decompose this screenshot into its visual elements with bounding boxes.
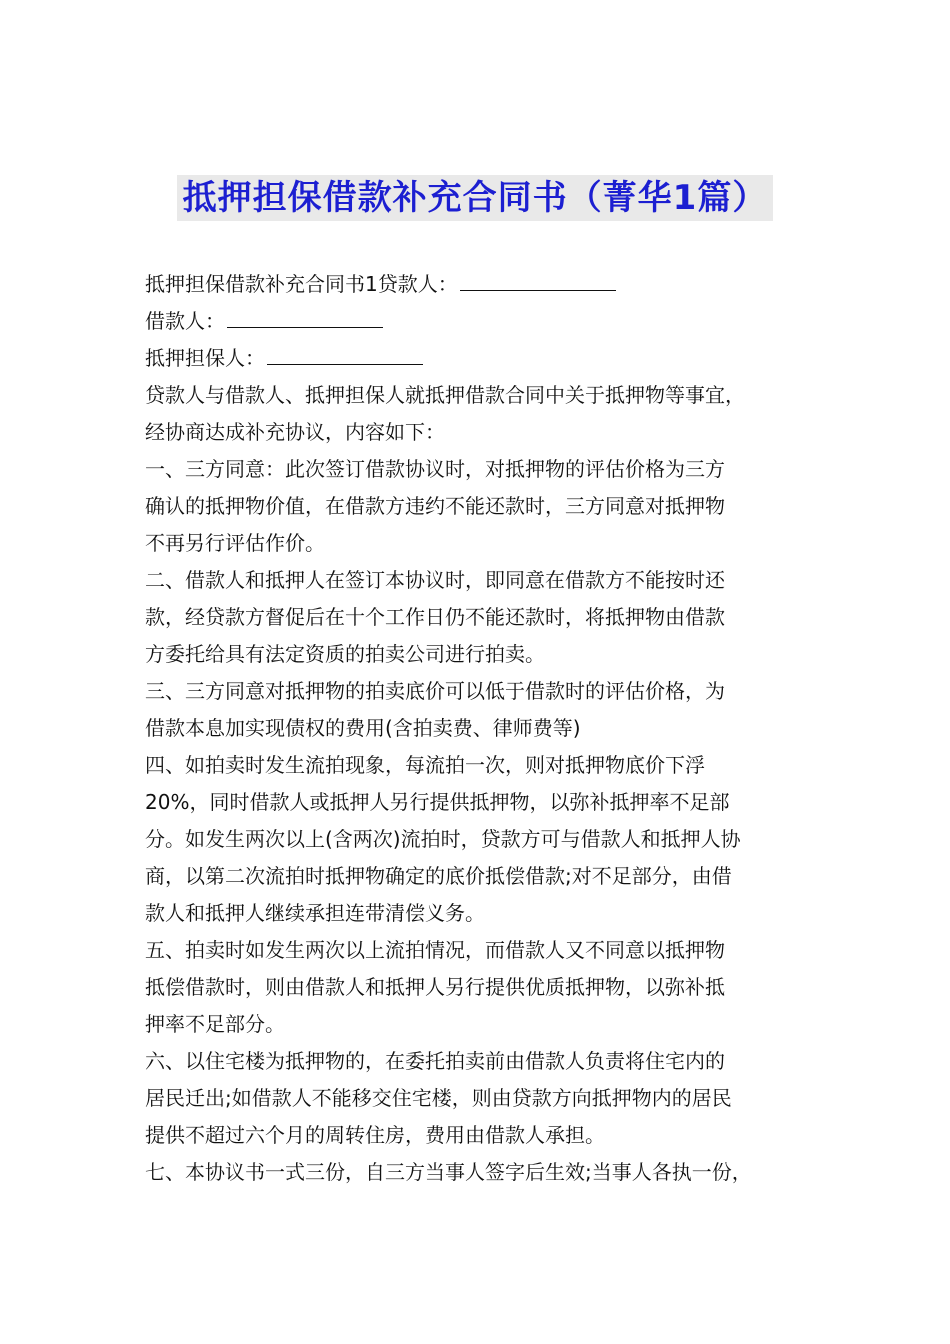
text-line: 分。如发生两次以上(含两次)流拍时，贷款方可与借款人和抵押人协 — [145, 827, 741, 851]
lender-blank — [460, 268, 616, 291]
text-line: 款人和抵押人继续承担连带清偿义务。 — [145, 901, 485, 925]
borrower-blank — [227, 305, 383, 328]
text-line: 七、本协议书一式三份，自三方当事人签字后生效;当事人各执一份， — [145, 1160, 752, 1184]
text-line: 确认的抵押物价值，在借款方违约不能还款时，三方同意对抵押物 — [145, 494, 725, 518]
text-line: 五、拍卖时如发生两次以上流拍情况，而借款人又不同意以抵押物 — [145, 938, 725, 962]
lender-label: 抵押担保借款补充合同书1贷款人： — [145, 272, 458, 296]
text-line: 六、以住宅楼为抵押物的，在委托拍卖前由借款人负责将住宅内的 — [145, 1049, 725, 1073]
text-line: 商，以第二次流拍时抵押物确定的底价抵偿借款;对不足部分，由借 — [145, 864, 732, 888]
paragraph-clause-7 — [145, 1154, 813, 1191]
document-title: 抵押担保借款补充合同书（菁华1篇） — [177, 175, 774, 221]
text-line: 款，经贷款方督促后在十个工作日仍不能还款时，将抵押物由借款 — [145, 605, 725, 629]
lender-line — [145, 266, 813, 303]
paragraph-clause-3 — [145, 673, 813, 747]
guarantor-blank — [267, 342, 423, 365]
text-line: 押率不足部分。 — [145, 1012, 285, 1036]
text-line: 方委托给具有法定资质的拍卖公司进行拍卖。 — [145, 642, 545, 666]
borrower-line — [145, 303, 813, 340]
text-line: 经协商达成补充协议，内容如下： — [145, 420, 445, 444]
paragraph-clause-4 — [145, 747, 813, 932]
title-container — [0, 175, 950, 221]
paragraph-intro — [145, 377, 813, 451]
text-line: 抵偿借款时，则由借款人和抵押人另行提供优质抵押物，以弥补抵 — [145, 975, 725, 999]
text-line: 二、借款人和抵押人在签订本协议时，即同意在借款方不能按时还 — [145, 568, 725, 592]
guarantor-label: 抵押担保人： — [145, 346, 265, 370]
guarantor-line — [145, 340, 813, 377]
text-line: 一、三方同意：此次签订借款协议时，对抵押物的评估价格为三方 — [145, 457, 725, 481]
paragraph-clause-6 — [145, 1043, 813, 1154]
text-line: 贷款人与借款人、抵押担保人就抵押借款合同中关于抵押物等事宜， — [145, 383, 745, 407]
borrower-label: 借款人： — [145, 309, 225, 333]
text-line: 三、三方同意对抵押物的拍卖底价可以低于借款时的评估价格，为 — [145, 679, 725, 703]
document-body — [145, 266, 813, 1191]
text-line: 20%，同时借款人或抵押人另行提供抵押物，以弥补抵押率不足部 — [145, 790, 730, 814]
paragraph-clause-1 — [145, 451, 813, 562]
text-line: 四、如拍卖时发生流拍现象，每流拍一次，则对抵押物底价下浮 — [145, 753, 705, 777]
paragraph-clause-5 — [145, 932, 813, 1043]
text-line: 借款本息加实现债权的费用(含拍卖费、律师费等) — [145, 716, 581, 740]
text-line: 提供不超过六个月的周转住房，费用由借款人承担。 — [145, 1123, 605, 1147]
text-line: 不再另行评估作价。 — [145, 531, 325, 555]
text-line: 居民迁出;如借款人不能移交住宅楼，则由贷款方向抵押物内的居民 — [145, 1086, 732, 1110]
paragraph-clause-2 — [145, 562, 813, 673]
